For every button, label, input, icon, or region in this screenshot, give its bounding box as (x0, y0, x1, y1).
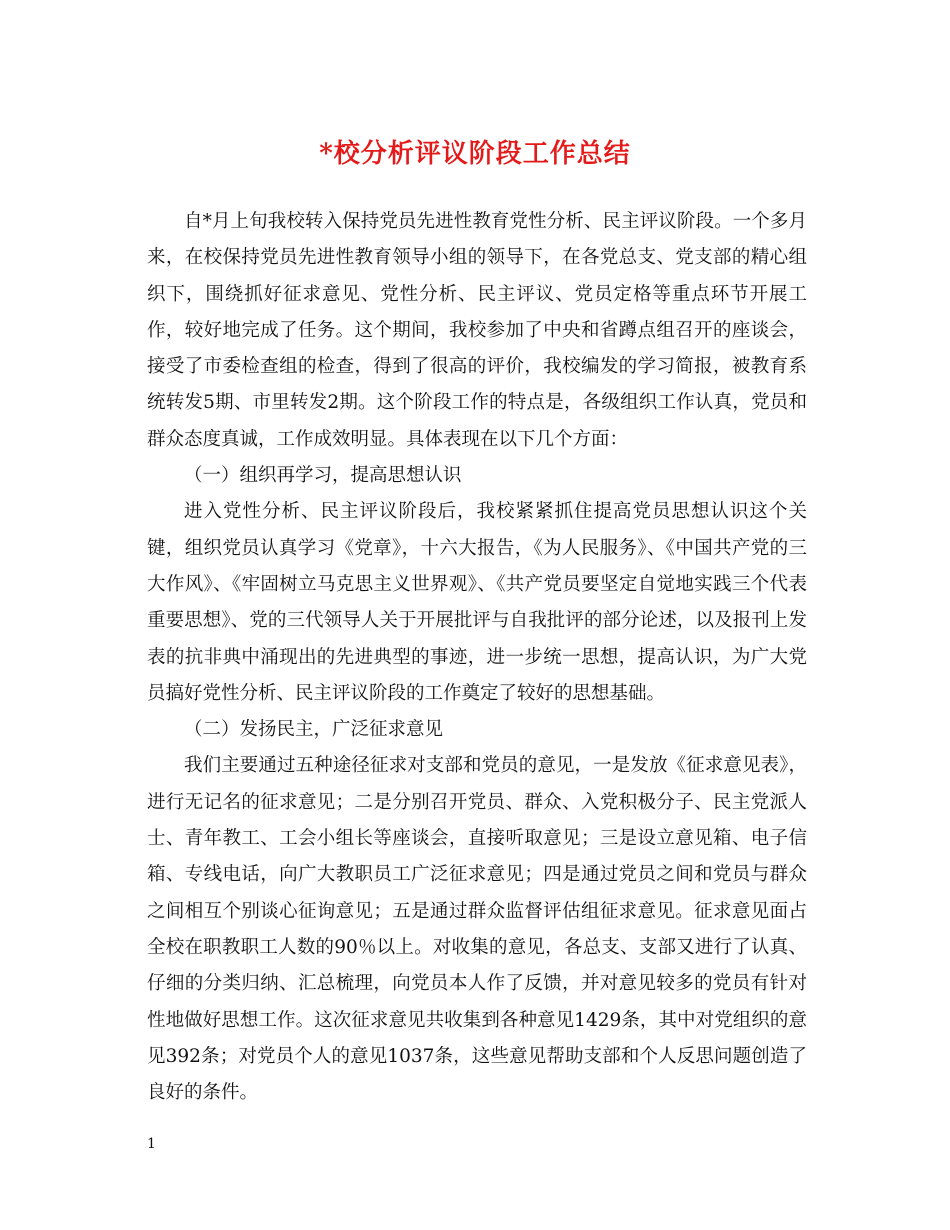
section-1-paragraph: 进入党性分析、民主评议阶段后，我校紧紧抓住提高党员思想认识这个关键，组织党员认真学习《党章》，十六大报告，《为人民服务》、《中国共产党的三大作风》、《牢固树立马克思主义世界观》、《共产党员要坚定自觉地实践三个代表重要思想》、党的三代领导人关于开展批评与自我批评的部分论述，以及报刊上发表的抗非典中涌现出的先进典型的事迹，进一步统一思想，提高认识，为广大党员搞好党性分析、民主评议阶段的工作奠定了较好的思想基础。 (147, 501, 807, 704)
section-1-heading: （一）组织再学习，提高思想认识 (184, 465, 462, 487)
document-title: *校分析评议阶段工作总结 (319, 139, 631, 169)
section-2-paragraph: 我们主要通过五种途径征求对支部和党员的意见，一是发放《征求意见表》，进行无记名的征求意见；二是分别召开党员、群众、入党积极分子、民主党派人士、青年教工、工会小组长等座谈会，直接听取意见；三是设立意见箱、电子信箱、专线电话，向广大教职员工广泛征求意见；四是通过党员之间和党员与群众之间相互个别谈心征询意见；五是通过群众监督评估组征求意见。征求意见面占全校在职教职工人数的90％以上。对收集的意见，各总支、支部又进行了认真、仔细的分类归纳、汇总梳理，向党员本人作了反馈，并对意见较多的党员有针对性地做好思想工作。这次征求意见共收集到各种意见1429条，其中对党组织的意见392条；对党员个人的意见1037条，这些意见帮助支部和个人反思问题创造了良好的条件。 (147, 755, 807, 1104)
intro-paragraph: 自*月上旬我校转入保持党员先进性教育党性分析、民主评议阶段。一个多月来，在校保持党员先进性教育领导小组的领导下，在各党总支、党支部的精心组织下，围绕抓好征求意见、党性分析、民主评议、党员定格等重点环节开展工作，较好地完成了任务。这个期间，我校参加了中央和省蹲点组召开的座谈会，接受了市委检查组的检查，得到了很高的评价，我校编发的学习简报，被教育系统转发5期、市里转发2期。这个阶段工作的特点是，各级组织工作认真，党员和群众态度真诚，工作成效明显。具体表现在以下几个方面： (147, 211, 807, 450)
section-2-heading: （二）发扬民主，广泛征求意见 (184, 719, 444, 741)
page-number: 1 (147, 1136, 156, 1152)
document-body (147, 204, 807, 1111)
